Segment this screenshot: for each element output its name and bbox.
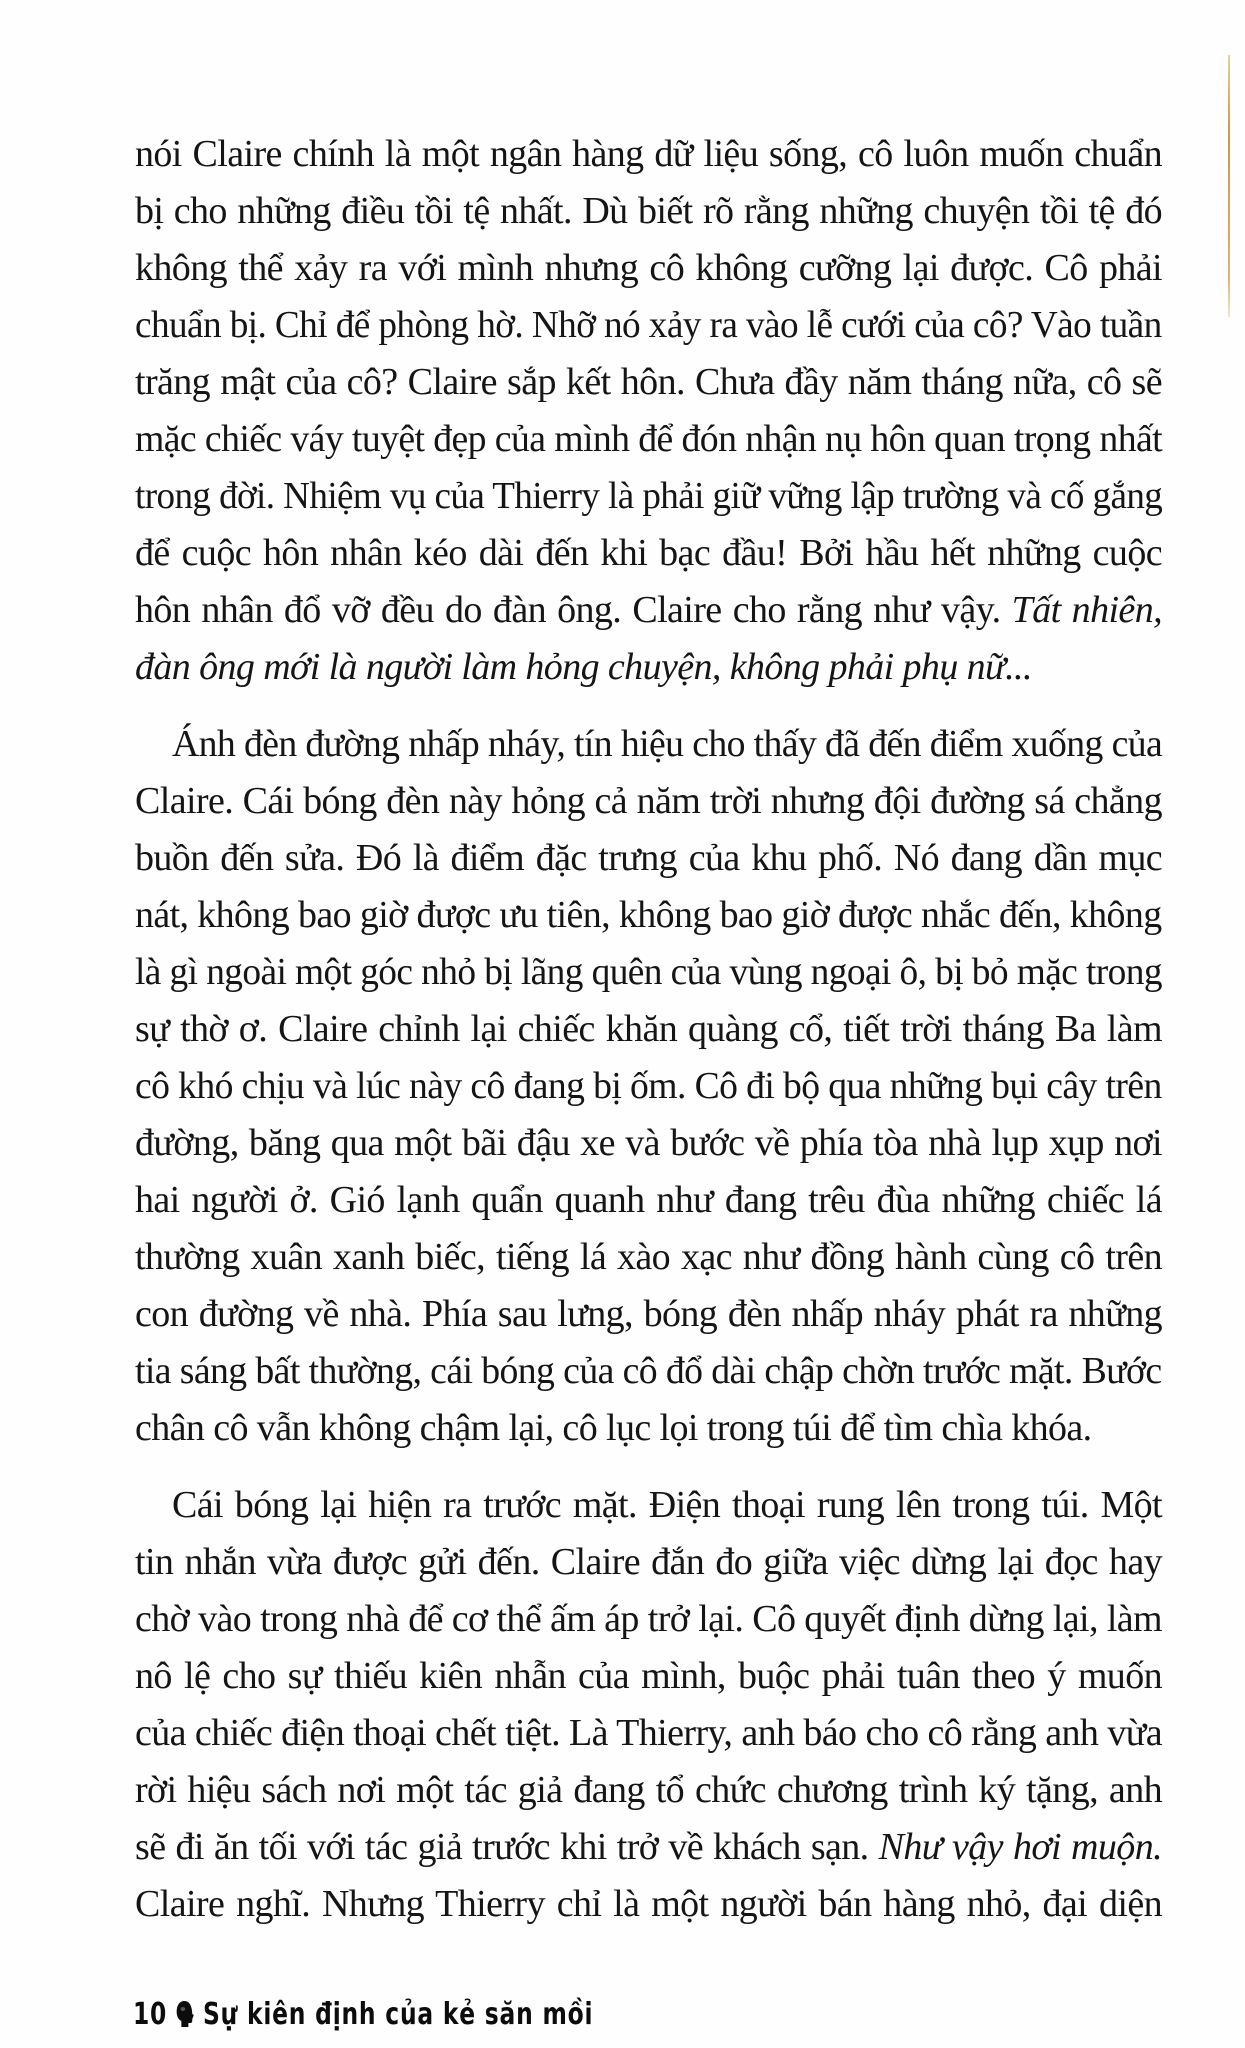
text-line: buồn đến sửa. Đó là điểm đặc trưng của khu phố. Nó đang dần mục (135, 837, 1162, 879)
text-line: Cái bóng lại hiện ra trước mặt. Điện thoại rung lên trong túi. Một (172, 1484, 1162, 1526)
text-line: cô khó chịu và lúc này cô đang bị ốm. Cô đi bộ qua những bụi cây trên (135, 1065, 1162, 1107)
text-line: trong đời. Nhiệm vụ của Thierry là phải giữ vững lập trường và cố gắng (135, 475, 1163, 517)
text-line (135, 1819, 1162, 1876)
page-edge-line (1228, 55, 1230, 317)
text-segment: sẽ đi ăn tối với tác giả trước khi trở về khách sạn. (135, 1826, 869, 1868)
text-line: chuẩn bị. Chỉ để phòng hờ. Nhỡ nó xảy ra vào lễ cưới của cô? Vào tuần (135, 304, 1162, 346)
text-line: của chiếc điện thoại chết tiệt. Là Thierry, anh báo cho cô rằng anh vừa (135, 1712, 1162, 1754)
text-line: chân cô vẫn không chậm lại, cô lục lọi trong túi để tìm chìa khóa. (135, 1407, 1092, 1449)
page-number: 10 (133, 1996, 168, 2032)
italic-text: đàn ông mới là người làm hỏng chuyện, không phải phụ nữ... (135, 646, 1032, 688)
text-line: tia sáng bất thường, cái bóng của cô đổ dài chập chờn trước mặt. Bước (135, 1350, 1162, 1392)
page-footer (133, 1994, 593, 2034)
text-line: Claire. Cái bóng đèn này hỏng cả năm trời nhưng đội đường sá chẳng (135, 780, 1162, 822)
text-line (135, 582, 1162, 639)
text-line: sự thờ ơ. Claire chỉnh lại chiếc khăn quàng cổ, tiết trời tháng Ba làm (135, 1008, 1162, 1050)
italic-text: Tất nhiên, (1011, 589, 1162, 631)
text-line: bị cho những điều tồi tệ nhất. Dù biết rõ rằng những chuyện tồi tệ đó (135, 190, 1162, 232)
text-line: nói Claire chính là một ngân hàng dữ liệu sống, cô luôn muốn chuẩn (135, 133, 1162, 175)
text-line: tin nhắn vừa được gửi đến. Claire đắn đo giữa việc dừng lại đọc hay (135, 1541, 1162, 1583)
text-line: trăng mật của cô? Claire sắp kết hôn. Chưa đầy năm tháng nữa, cô sẽ (135, 361, 1162, 403)
text-line: hai người ở. Gió lạnh quẩn quanh như đang trêu đùa những chiếc lá (135, 1179, 1162, 1221)
head-silhouette-icon (175, 1999, 195, 2029)
text-line: chờ vào trong nhà để cơ thể ấm áp trở lại. Cô quyết định dừng lại, làm (135, 1598, 1162, 1640)
text-line: con đường về nhà. Phía sau lưng, bóng đèn nhấp nháy phát ra những (135, 1293, 1162, 1335)
text-line: để cuộc hôn nhân kéo dài đến khi bạc đầu! Bởi hầu hết những cuộc (135, 532, 1162, 574)
text-line (135, 639, 1162, 696)
text-line: đường, băng qua một bãi đậu xe và bước về phía tòa nhà lụp xụp nơi (135, 1122, 1162, 1164)
text-line: rời hiệu sách nơi một tác giả đang tổ chức chương trình ký tặng, anh (135, 1769, 1162, 1811)
text-segment: hôn nhân đổ vỡ đều do đàn ông. Claire cho rằng như vậy. (135, 589, 1001, 631)
italic-text: Như vậy hơi muộn. (878, 1826, 1163, 1868)
text-line: nát, không bao giờ được ưu tiên, không bao giờ được nhắc đến, không (135, 894, 1162, 936)
text-line: nô lệ cho sự thiếu kiên nhẫn của mình, buộc phải tuân theo ý muốn (135, 1655, 1162, 1697)
text-line: thường xuân xanh biếc, tiếng lá xào xạc như đồng hành cùng cô trên (135, 1236, 1162, 1278)
text-line: là gì ngoài một góc nhỏ bị lãng quên của vùng ngoại ô, bị bỏ mặc trong (135, 951, 1162, 993)
text-line: mặc chiếc váy tuyệt đẹp của mình để đón nhận nụ hôn quan trọng nhất (135, 418, 1163, 460)
text-line: Ánh đèn đường nhấp nháy, tín hiệu cho thấy đã đến điểm xuống của (172, 723, 1163, 765)
book-title: Sự kiên định của kẻ săn mồi (203, 1996, 594, 2032)
text-line: Claire nghĩ. Nhưng Thierry chỉ là một người bán hàng nhỏ, đại diện (135, 1883, 1162, 1925)
text-line: không thể xảy ra với mình nhưng cô không cưỡng lại được. Cô phải (135, 247, 1162, 289)
